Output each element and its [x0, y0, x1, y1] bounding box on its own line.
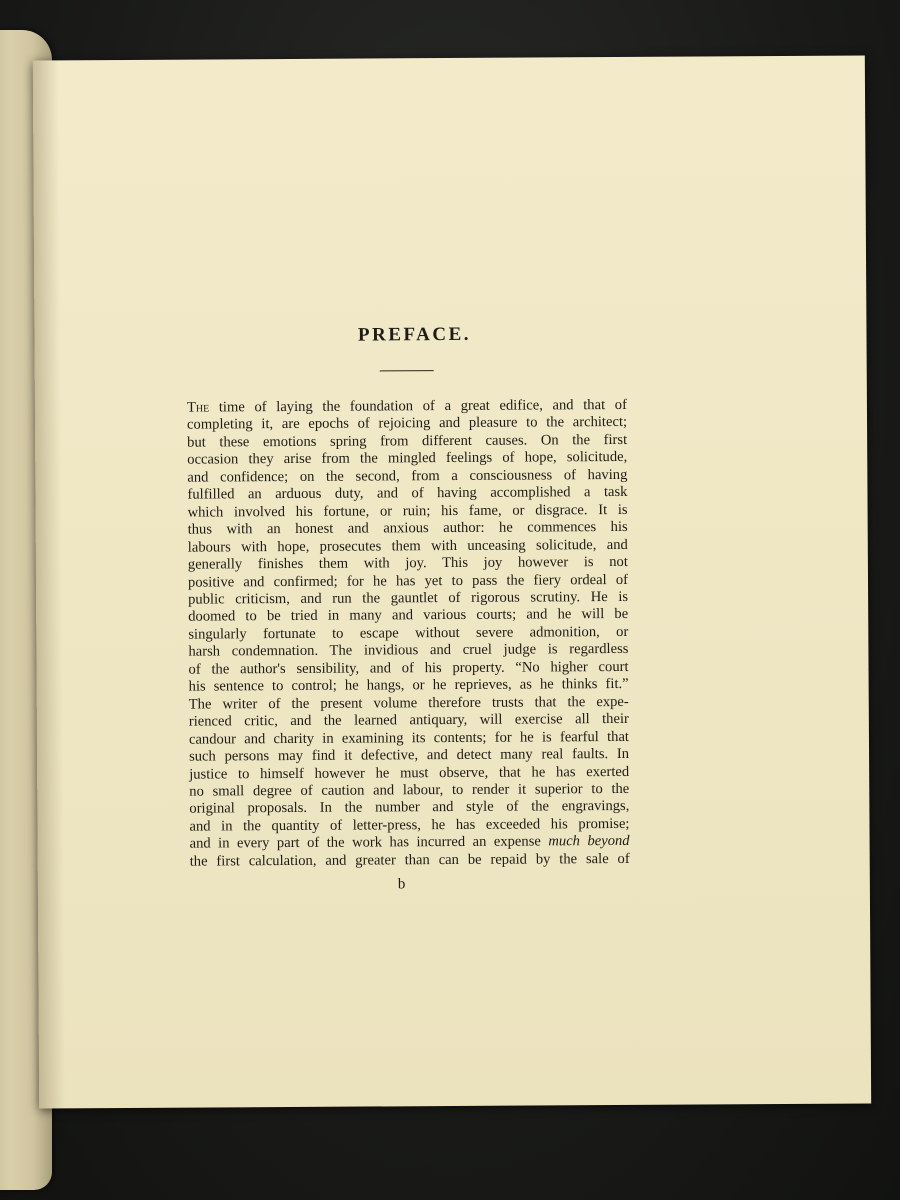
line-text: original proposals. In the number and style of the engravings, [189, 798, 630, 818]
line-text: occasion they arise from the mingled feelings of hope, solicitude, [187, 449, 628, 468]
line-text: time of laying the foundation of a great edifice, and that of [209, 396, 627, 416]
line-text: thus with an honest and anxious author: he commences his [187, 519, 628, 538]
line-text: of the author's sensibility, and of his property. “No higher court [188, 658, 629, 678]
line-text: which involved his fortune, or ruin; his fame, or disgrace. It is [187, 501, 628, 521]
line-text: such persons may find it defective, and detect many real faults. In [189, 745, 630, 765]
preface-body [187, 397, 630, 871]
signature-mark: b [397, 876, 406, 893]
line-text: doomed to be tried in many and various courts; and he will be [188, 606, 629, 626]
line-text: but these emotions spring from different causes. On the first [187, 431, 628, 451]
line-text: rienced critic, and the learned antiquary, will exercise all their [188, 711, 629, 730]
line-text: singularly fortunate to escape without severe admonition, or [188, 623, 629, 643]
text-line [190, 851, 630, 871]
line-text: harsh condemnation. The invidious and cruel judge is regardless [188, 641, 629, 660]
line-text: and confidence; on the second, from a consciousness of having [187, 466, 628, 486]
book-page [33, 55, 871, 1108]
opening-word: The [186, 399, 210, 416]
line-text: and in every part of the work has incurred an expense [189, 833, 549, 852]
line-text: fulfilled an arduous duty, and of having accomplished a task [187, 484, 628, 503]
line-text: completing it, are epochs of rejoicing and pleasure to the architect; [186, 414, 628, 434]
line-text: no small degree of caution and labour, to render it superior to the [189, 780, 630, 800]
line-text: justice to himself however he must observe, that he has exerted [189, 763, 630, 783]
line-text: the first calculation, and greater than can be repaid by the sale of [189, 850, 630, 870]
heading-rule [380, 370, 434, 371]
line-text: public criticism, and run the gauntlet of rigorous scrutiny. He is [188, 588, 629, 608]
line-text: generally finishes them with joy. This joy however is not [187, 554, 628, 573]
italic-phrase: much beyond [548, 833, 630, 850]
line-text: The writer of the present volume therefore trusts that the expe- [188, 693, 629, 713]
line-text: candour and charity in examining its contents; for he is fearful that [188, 728, 629, 748]
page-heading: PREFACE. [357, 323, 472, 346]
line-text: and in the quantity of letter-press, he has exceeded his promise; [189, 815, 630, 835]
line-text: positive and confirmed; for he has yet to pass the fiery ordeal of [187, 571, 629, 591]
line-text: his sentence to control; he hangs, or he reprieves, as he thinks fit.” [188, 676, 629, 695]
line-text: labours with hope, prosecutes them with unceasing solicitude, and [187, 536, 628, 556]
